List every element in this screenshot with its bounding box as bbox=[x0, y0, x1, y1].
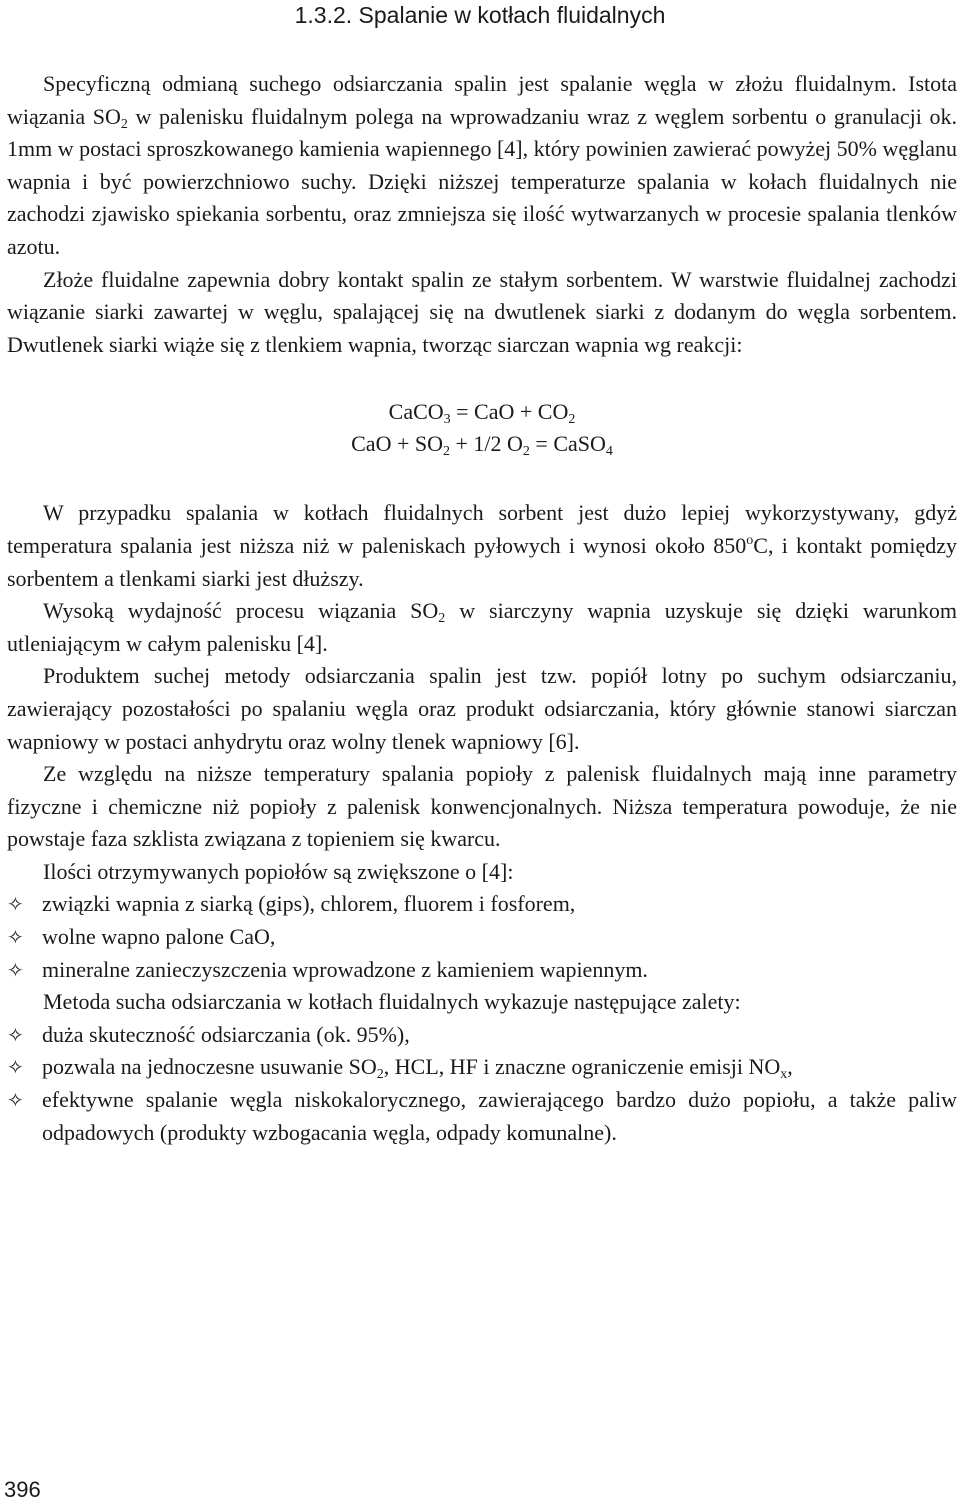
equation-term: CaO + SO bbox=[351, 431, 443, 457]
list-item-text: efektywne spalanie węgla niskokalorycznego, zawierającego bardzo dużo popiołu, a także paliw odpadowych (produkty wzbogacania węgla, odpady komunalne). bbox=[42, 1087, 957, 1145]
subscript: 2 bbox=[522, 444, 530, 460]
subscript: x bbox=[780, 1067, 788, 1083]
text-run: W przypadku spalania w kotłach fluidalnych sorbent jest dużo lepiej wykorzystywany, gdyż temperatura spalania jest niższa niż w paleniskach pyłowych i wynosi około 850 bbox=[7, 500, 957, 558]
four-pointed-star-icon: ✧ bbox=[7, 925, 24, 950]
subscript: 3 bbox=[443, 412, 451, 428]
text-run: w palenisku fluidalnym polega na wprowadzaniu wraz z węglem sorbentu o granulacji ok. 1mm w postaci sproszkowanego kamienia wapiennego [4], który powinien zawierać powyżej 50% węglanu wapnia i być powierzchniowo suchy. Dzięki niższej temperaturze spalania w kołach fluidalnych nie zachodzi zjawisko spiekania sorbentu, oraz zmniejsza się ilość wytwarzanych w procesie spalania tlenków azotu. bbox=[7, 103, 958, 259]
paragraph-2: Złoże fluidalne zapewnia dobry kontakt spalin ze stałym sorbentem. W warstwie fluidalnej zachodzi wiązanie siarki zawartej w węglu, spalającej się na dwutlenek siarki z dodanym do węgla sorbentem. Dwutlenek siarki wiąże się z tlenkiem wapnia, tworząc siarczan wapnia wg reakcji: bbox=[7, 266, 957, 357]
section-heading: 1.3.2. Spalanie w kotłach fluidalnych bbox=[294, 2, 666, 28]
popioly-list bbox=[7, 888, 957, 986]
four-pointed-star-icon: ✧ bbox=[7, 1088, 24, 1113]
subscript: 4 bbox=[605, 444, 613, 460]
zalety-list bbox=[7, 1019, 957, 1149]
list-item bbox=[7, 1019, 957, 1052]
subscript: 2 bbox=[438, 611, 446, 627]
superscript: o bbox=[746, 532, 754, 548]
four-pointed-star-icon: ✧ bbox=[7, 957, 24, 982]
list-item-text: pozwala na jednoczesne usuwanie SO bbox=[42, 1054, 377, 1080]
equation-term: = CaSO bbox=[529, 431, 606, 457]
four-pointed-star-icon: ✧ bbox=[7, 1022, 24, 1047]
body-text bbox=[7, 68, 957, 1149]
four-pointed-star-icon: ✧ bbox=[7, 892, 24, 917]
list-item bbox=[7, 954, 957, 987]
four-pointed-star-icon: ✧ bbox=[7, 1055, 24, 1080]
subscript: 2 bbox=[442, 444, 450, 460]
equation-2 bbox=[7, 428, 957, 460]
subscript: 2 bbox=[568, 412, 576, 428]
equation-term: CaCO bbox=[388, 399, 444, 425]
equation-term: + 1/2 O bbox=[449, 431, 523, 457]
page-number: 396 bbox=[4, 1477, 41, 1502]
equation-1 bbox=[7, 396, 957, 428]
list-item-text: związki wapnia z siarką (gips), chlorem, fluorem i fosforem, bbox=[42, 891, 576, 917]
list-item-text: mineralne zanieczyszczenia wprowadzone z kamieniem wapiennym. bbox=[42, 956, 648, 982]
list-item-text: wolne wapno palone CaO, bbox=[42, 924, 276, 950]
subscript: 2 bbox=[120, 116, 128, 132]
list-item bbox=[7, 1051, 957, 1084]
paragraph-8: Metoda sucha odsiarczania w kotłach fluidalnych wykazuje następujące zalety: bbox=[43, 989, 741, 1015]
list-item bbox=[7, 921, 957, 954]
list-item bbox=[7, 888, 957, 921]
equation-term: = CaO + CO bbox=[450, 399, 569, 425]
text-run: C, i kontakt pomiędzy sorbentem a tlenkami siarki jest dłuższy. bbox=[7, 532, 958, 591]
paragraph-3 bbox=[7, 497, 957, 595]
paragraph-5: Produktem suchej metody odsiarczania spalin jest tzw. popiół lotny po suchym odsiarczaniu, zawierający pozostałości po spalaniu węgla oraz produkt odsiarczania, który głównie stanowi siarczan wapniowy w postaci anhydrytu oraz wolny tlenek wapniowy [6]. bbox=[7, 663, 957, 754]
paragraph-6: Ze względu na niższe temperatury spalania popioły z palenisk fluidalnych mają inne parametry fizyczne i chemiczne niż popioły z palenisk konwencjonalnych. Niższa temperatura powoduje, że nie powstaje faza szklista związana z topieniem się kwarcu. bbox=[7, 761, 957, 852]
list-item-text: , bbox=[787, 1054, 793, 1080]
text-run: w siarczyny wapnia uzyskuje się dzięki warunkom utleniającym w całym palenisku [4]. bbox=[7, 598, 957, 656]
text-run: Wysoką wydajność procesu wiązania SO bbox=[43, 598, 439, 624]
list-item bbox=[7, 1084, 957, 1149]
list-item-text: duża skuteczność odsiarczania (ok. 95%), bbox=[42, 1021, 410, 1047]
paragraph-7: Ilości otrzymywanych popiołów są zwiększone o [4]: bbox=[43, 858, 514, 884]
reaction-equations bbox=[7, 396, 957, 460]
list-item-text: , HCL, HF i znaczne ograniczenie emisji NO bbox=[383, 1054, 781, 1080]
paragraph-1 bbox=[7, 68, 957, 264]
subscript: 2 bbox=[376, 1067, 384, 1083]
paragraph-4 bbox=[7, 595, 957, 660]
text-run: Specyficzną odmianą suchego odsiarczania spalin jest spalanie węgla w złożu fluidalnym. Istota wiązania SO bbox=[7, 71, 957, 129]
